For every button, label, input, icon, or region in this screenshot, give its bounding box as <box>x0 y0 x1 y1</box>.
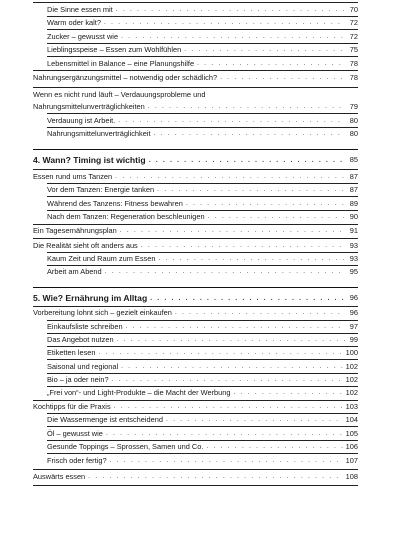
toc-entry-page: 103 <box>345 402 358 411</box>
toc-entry-title: Essen rund ums Tanzen <box>33 172 113 181</box>
toc-entry-title: Die Realität sieht oft anders aus <box>33 241 138 250</box>
toc-entry-page: 85 <box>349 155 358 165</box>
divider <box>47 373 358 374</box>
toc-entry-title: Kochtipps für die Praxis <box>33 402 111 411</box>
toc-entry-title: Vor dem Tanzen: Energie tanken <box>47 185 155 194</box>
toc-entry-page: 78 <box>349 59 358 68</box>
toc-entry[interactable] <box>33 74 358 83</box>
toc-entry-page: 100 <box>345 348 358 357</box>
divider <box>33 70 358 71</box>
toc-entry-title: Zucker – gewusst wie <box>47 32 119 41</box>
divider <box>33 238 358 239</box>
divider <box>47 16 358 17</box>
toc-entry[interactable] <box>33 430 358 439</box>
divider <box>47 127 358 128</box>
divider <box>33 87 358 88</box>
toc-entry[interactable] <box>33 416 358 425</box>
toc-entry-page: 102 <box>345 375 358 384</box>
toc-entry-page: 72 <box>349 32 358 41</box>
divider <box>47 56 358 57</box>
toc-entry[interactable] <box>33 376 358 385</box>
toc-entry[interactable] <box>33 268 358 277</box>
toc-entry[interactable] <box>33 309 358 318</box>
divider <box>47 346 358 347</box>
toc-entry-page: 89 <box>349 199 358 208</box>
toc-entry[interactable] <box>33 46 358 55</box>
divider <box>47 265 358 266</box>
toc-entry-page: 87 <box>349 172 358 181</box>
toc-entry-page: 104 <box>345 415 358 424</box>
divider <box>47 453 358 454</box>
toc-entry-page: 91 <box>349 226 358 235</box>
toc-entry-title: Saisonal und regional <box>47 362 119 371</box>
divider <box>33 169 358 170</box>
divider <box>47 196 358 197</box>
toc-entry-title: Nahrungsmittelunverträglichkeiten <box>33 102 145 111</box>
toc-entry-title: Öl – gewusst wie <box>47 429 103 438</box>
toc-entry[interactable] <box>33 200 358 209</box>
toc-entry-page: 90 <box>349 212 358 221</box>
toc-entry-page: 87 <box>349 185 358 194</box>
chapter-divider <box>33 149 358 150</box>
toc-entry[interactable] <box>33 213 358 222</box>
toc-entry-page: 80 <box>349 116 358 125</box>
divider <box>33 400 358 401</box>
toc-entry[interactable] <box>33 173 358 182</box>
toc-entry-title: Arbeit am Abend <box>47 267 102 276</box>
toc-entry-page: 105 <box>345 429 358 438</box>
divider <box>33 224 358 225</box>
divider <box>47 29 358 30</box>
toc-entry[interactable] <box>33 6 358 15</box>
toc-entry-title: Warm oder kalt? <box>47 18 101 27</box>
toc-entry-title: Die Sinne essen mit <box>47 5 113 14</box>
toc-entry-title: Kaum Zeit und Raum zum Essen <box>47 254 156 263</box>
toc-entry-page: 93 <box>349 241 358 250</box>
divider <box>47 333 358 334</box>
toc-entry-page: 97 <box>349 322 358 331</box>
divider <box>33 469 358 470</box>
toc-entry[interactable] <box>33 103 358 112</box>
toc-entry-title: Gesunde Toppings – Sprossen, Samen und Co. <box>47 442 204 451</box>
chapter-divider <box>33 287 358 288</box>
toc-entry[interactable] <box>33 117 358 126</box>
toc-entry-title: Verdauung ist Arbeit. <box>47 116 116 125</box>
toc-entry[interactable] <box>33 403 358 412</box>
toc-entry-page: 107 <box>345 456 358 465</box>
toc-entry-title: Während des Tanzens: Fitness bewahren <box>47 199 183 208</box>
toc-entry-page: 106 <box>345 442 358 451</box>
toc-entry[interactable] <box>33 255 358 264</box>
toc-entry-page: 99 <box>349 335 358 344</box>
divider <box>33 306 358 307</box>
divider <box>47 426 358 427</box>
divider <box>33 485 358 486</box>
toc-entry-page: 70 <box>349 5 358 14</box>
toc-entry-page: 75 <box>349 45 358 54</box>
toc-entry[interactable] <box>33 443 358 452</box>
divider <box>47 359 358 360</box>
toc-entry-title: Nahrungsergänzungsmittel – notwendig oder schädlich? <box>33 73 218 82</box>
divider <box>47 320 358 321</box>
toc-entry[interactable] <box>33 242 358 251</box>
toc-entry-page: 95 <box>349 267 358 276</box>
toc-entry-title: Nahrungsmittelunverträglichkeit <box>47 129 151 138</box>
divider <box>47 183 358 184</box>
divider <box>47 440 358 441</box>
toc-entry-title: Lebensmittel in Balance – eine Planungshilfe <box>47 59 195 68</box>
toc-entry-title: „Frei von“- und Light-Produkte – die Macht der Werbung <box>47 388 231 397</box>
divider <box>47 210 358 211</box>
divider <box>47 113 358 114</box>
toc-entry-title: Das Angebot nutzen <box>47 335 114 344</box>
toc-entry-title-line1: Wenn es nicht rund läuft – Verdauungsprobleme und <box>33 90 206 99</box>
toc-entry-page: 78 <box>349 73 358 82</box>
toc-entry[interactable] <box>33 323 358 332</box>
toc-entry-title: Bio – ja oder nein? <box>47 375 109 384</box>
toc-entry-title: Lieblingsspeise – Essen zum Wohlfühlen <box>47 45 182 54</box>
toc-entry[interactable] <box>33 363 358 372</box>
toc-entry-page: 80 <box>349 129 358 138</box>
toc-entry-title: Nach dem Tanzen: Regeneration beschleunigen <box>47 212 205 221</box>
divider <box>47 252 358 253</box>
toc-entry-title: Etiketten lesen <box>47 348 96 357</box>
toc-chapter-title: 5. Wie? Ernährung im Alltag <box>33 293 148 303</box>
toc-entry[interactable] <box>33 349 358 358</box>
toc-entry-page: 96 <box>349 308 358 317</box>
toc-entry-title: Einkaufsliste schreiben <box>47 322 123 331</box>
divider <box>47 386 358 387</box>
toc-entry-page: 72 <box>349 18 358 27</box>
toc-chapter[interactable] <box>33 155 358 165</box>
toc-entry-title: Vorbereitung lohnt sich – gezielt einkaufen <box>33 308 172 317</box>
toc-entry[interactable] <box>33 457 358 466</box>
toc-entry[interactable] <box>33 227 358 236</box>
toc-chapter[interactable] <box>33 293 358 303</box>
toc-entry-page: 108 <box>345 472 358 481</box>
toc-entry-title: Auswärts essen <box>33 472 86 481</box>
toc-entry-title: Frisch oder fertig? <box>47 456 107 465</box>
toc-entry[interactable] <box>33 19 358 28</box>
toc-entry-page: 96 <box>349 293 358 303</box>
toc-entry[interactable] <box>33 186 358 195</box>
toc-entry-title: Die Wassermenge ist entscheidend <box>47 415 163 424</box>
toc-entry[interactable] <box>33 389 358 398</box>
toc-entry-title: Ein Tagesernährungsplan <box>33 226 117 235</box>
toc-entry[interactable] <box>33 60 358 69</box>
toc-entry-page: 102 <box>345 388 358 397</box>
divider <box>33 2 358 3</box>
toc-entry[interactable] <box>33 130 358 139</box>
toc-entry-page: 79 <box>349 102 358 111</box>
divider <box>47 413 358 414</box>
toc-entry[interactable] <box>33 473 358 482</box>
toc-entry-page: 102 <box>345 362 358 371</box>
toc-chapter-title: 4. Wann? Timing ist wichtig <box>33 155 146 165</box>
toc-entry-page: 93 <box>349 254 358 263</box>
divider <box>47 43 358 44</box>
toc-entry[interactable] <box>33 33 358 42</box>
toc-entry[interactable] <box>33 336 358 345</box>
